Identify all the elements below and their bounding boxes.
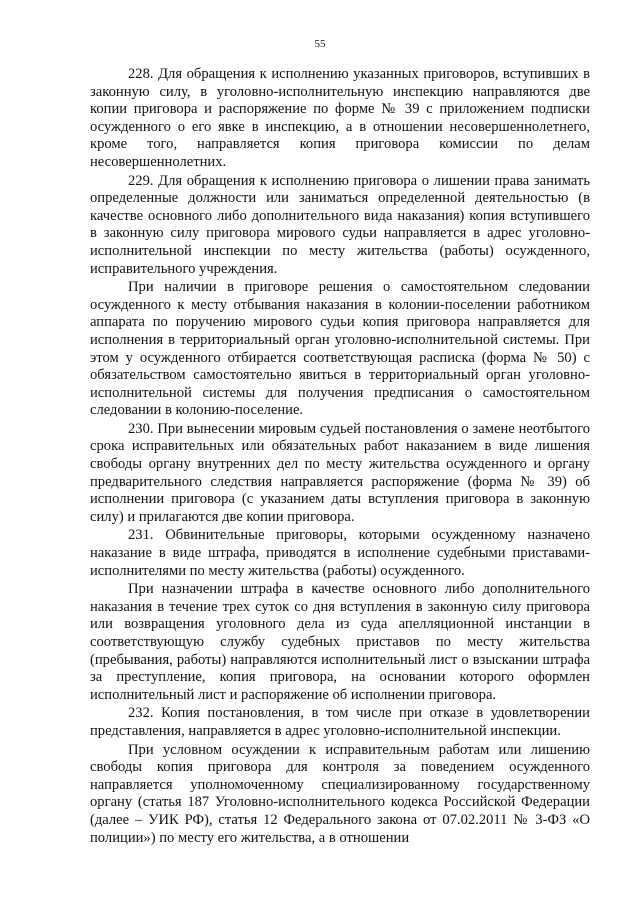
paragraph-230: 230. При вынесении мировым судьей постановления о замене неотбытого срока исправительных или обязательных работ наказанием в виде лишения свободы органу внутренних дел по месту жительства осужденного и органу предварительного следствия направляется распоряжение (форма № 39) об исполнении приговора (с указанием даты вступления приговора в законную силу) и прилагаются две копии приговора. [90, 420, 590, 525]
paragraph-colony-settlement: При наличии в приговоре решения о самостоятельном следовании осужденного к месту отбывания наказания в колонии-поселении работником аппарата по поручению мирового судьи копия приговора направляется для исполнения в территориальный орган уголовно-исполнительной системы. При этом у осужденного отбирается соответствующая расписка (форма № 50) с обязательством самостоятельно явиться в территориальный орган уголовно-исполнительной системы для получения предписания о самостоятельном следовании в колонию-поселение. [90, 279, 590, 419]
paragraph-conditional-sentence: При условном осуждении к исправительным работам или лишению свободы копия приговора для контроля за поведением осужденного направляется уполномоченному специализированному государственному органу (статья 187 Уголовно-исполнительного кодекса Российской Федерации (далее – УИК РФ), статья 12 Федерального закона от 07.02.2011 № 3-ФЗ «О полиции») по месту его жительства, а в отношении [90, 741, 590, 846]
paragraph-232: 232. Копия постановления, в том числе при отказе в удовлетворении представления, направляется в адрес уголовно-исполнительной инспекции. [90, 705, 590, 739]
paragraph-fine: При назначении штрафа в качестве основного либо дополнительного наказания в течение трех суток со дня вступления в законную силу приговора или возвращения уголовного дела из суда апелляционной инстанции в соответствующую службу судебных приставов по месту жительства (пребывания, работы) направляются исполнительный лист о взыскании штрафа за преступление, копия приговора, на основании которого оформлен исполнительный лист и распоряжение об исполнении приговора. [90, 581, 590, 703]
paragraph-231: 231. Обвинительные приговоры, которыми осужденному назначено наказание в виде штрафа, приводятся в исполнение судебными приставами-исполнителями по месту жительства (работы) осужденного. [90, 527, 590, 579]
paragraph-228: 228. Для обращения к исполнению указанных приговоров, вступивших в законную силу, в уголовно-исполнительную инспекцию направляются две копии приговора и распоряжение по форме № 39 с приложением подписки осужденного о его явке в инспекцию, а в отношении несовершеннолетнего, кроме того, направляется копия приговора комиссии по делам несовершеннолетних. [90, 66, 590, 170]
page-number: 55 [314, 38, 326, 50]
document-text [90, 66, 590, 847]
paragraph-229: 229. Для обращения к исполнению приговора о лишении права занимать определенные должности или заниматься определенной деятельностью (в качестве основного либо дополнительного вида наказания) копия вступившего в законную силу приговора мирового судьи направляется в адрес уголовно-исполнительной инспекции по месту жительства (работы) осужденного, исправительного учреждения. [90, 172, 590, 277]
